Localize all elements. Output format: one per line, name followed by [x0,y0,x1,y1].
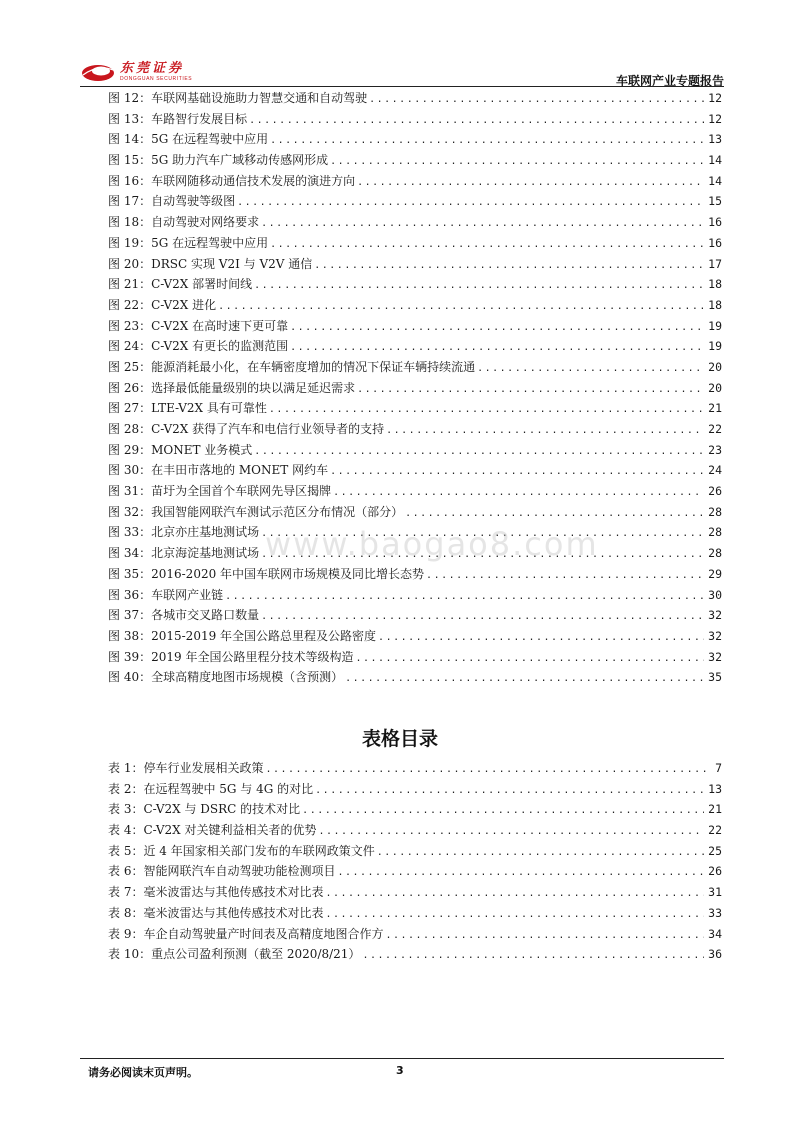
dot-leader [325,905,704,926]
dot-leader [314,256,704,277]
dot-leader [269,400,704,421]
figure-toc-entry[interactable] [108,212,722,233]
figures-toc [108,88,722,688]
figure-toc-entry-label: 图 16：车联网随移动通信技术发展的演进方向 [108,173,356,188]
table-toc-entry[interactable] [108,944,722,965]
figure-toc-entry[interactable] [108,605,722,626]
figure-toc-entry-page: 14 [708,173,722,188]
dot-leader [254,442,704,463]
figure-toc-entry-label: 图 34：北京海淀基地测试场 [108,546,260,561]
dot-leader [318,822,704,843]
dot-leader [254,276,704,297]
table-toc-entry[interactable] [108,758,722,779]
figure-toc-entry-label: 图 12：车联网基础设施助力智慧交通和自动驾驶 [108,91,368,105]
table-toc-entry[interactable] [108,924,722,945]
logo-english-name: DONGGUAN SECURITIES [120,75,193,82]
dot-leader [355,649,704,670]
figure-toc-entry[interactable] [108,129,722,150]
figure-toc-entry-label: 图 29：MONET 业务模式 [108,442,253,457]
figure-toc-entry[interactable] [108,233,722,254]
dot-leader [405,504,704,525]
figure-toc-entry-label: 图 26：选择最低能量级别的块以满足延迟需求 [108,380,356,395]
page-number: 3 [396,1064,404,1077]
dot-leader [261,524,704,545]
figure-toc-entry-page: 32 [708,649,722,664]
figure-toc-entry[interactable] [108,440,722,461]
figure-toc-entry-page: 20 [708,359,722,374]
figure-toc-entry-page: 19 [708,318,722,333]
figure-toc-entry-page: 28 [708,504,722,519]
figure-toc-entry[interactable] [108,398,722,419]
dot-leader [357,380,704,401]
table-toc-entry[interactable] [108,903,722,924]
figure-toc-entry[interactable] [108,109,722,130]
figure-toc-entry-label: 图 21：C-V2X 部署时间线 [108,277,253,292]
dot-leader [325,884,704,905]
dot-leader [261,214,704,235]
dot-leader [333,483,704,504]
dot-leader [330,152,704,173]
table-toc-entry-label: 表 5：近 4 年国家相关部门发布的车联网政策文件 [108,843,375,858]
footer-divider [80,1058,724,1059]
figure-toc-entry-page: 14 [708,153,722,168]
dot-leader [337,863,704,884]
dot-leader [369,90,704,111]
table-toc-entry-page: 33 [708,905,722,920]
figure-toc-entry[interactable] [108,378,722,399]
figure-toc-entry-label: 图 23：C-V2X 在高时速下更可靠 [108,318,289,333]
figure-toc-entry[interactable] [108,481,722,502]
figure-toc-entry-label: 图 36：车联网产业链 [108,587,224,602]
figure-toc-entry-label: 图 28：C-V2X 获得了汽车和电信行业领导者的支持 [108,422,385,436]
figure-toc-entry-label: 图 39：2019 年全国公路里程分技术等级构造 [108,649,354,664]
table-toc-entry[interactable] [108,882,722,903]
table-toc-entry[interactable] [108,820,722,841]
figure-toc-entry-label: 图 17：自动驾驶等级图 [108,194,236,209]
figure-toc-entry-label: 图 40：全球高精度地图市场规模（含预测） [108,670,344,685]
figure-toc-entry-label: 图 25：能源消耗最小化，在车辆密度增加的情况下保证车辆持续流通 [108,359,476,374]
figure-toc-entry-page: 18 [708,297,722,312]
table-toc-entry-label: 表 2：在远程驾驶中 5G 与 4G 的对比 [108,781,314,796]
dot-leader [290,338,704,359]
figure-toc-entry[interactable] [108,88,722,109]
figure-toc-entry[interactable] [108,502,722,523]
figure-toc-entry-page: 12 [708,111,722,126]
figure-toc-entry-page: 32 [708,628,722,643]
figure-toc-entry-page: 20 [708,380,722,395]
figure-toc-entry-label: 图 38：2015-2019 年全国公路总里程及公路密度 [108,628,377,643]
figure-toc-entry-label: 图 37：各城市交叉路口数量 [108,608,260,623]
figure-toc-entry-page: 32 [708,608,722,623]
figure-toc-entry-label: 图 30：在丰田市落地的 MONET 网约车 [108,463,329,478]
figure-toc-entry-page: 19 [708,339,722,354]
figure-toc-entry[interactable] [108,460,722,481]
figure-toc-entry-label: 图 14：5G 在远程驾驶中应用 [108,132,269,147]
figure-toc-entry-page: 18 [708,277,722,292]
table-toc-entry-page: 25 [708,843,722,858]
figure-toc-entry-label: 图 33：北京亦庄基地测试场 [108,525,260,540]
figure-toc-entry-label: 图 18：自动驾驶对网络要求 [108,215,260,230]
table-toc-entry-label: 表 1：停车行业发展相关政策 [108,761,264,775]
table-toc-entry-label: 表 3：C-V2X 与 DSRC 的技术对比 [108,802,301,817]
dot-leader [261,545,704,566]
dot-leader [330,462,704,483]
dot-leader [345,669,704,690]
dot-leader [302,801,704,822]
figure-toc-entry-page: 22 [708,422,722,436]
figure-toc-entry-page: 12 [708,91,722,105]
table-toc-entry[interactable] [108,779,722,800]
dot-leader [225,587,704,608]
dot-leader [237,193,704,214]
dot-leader [377,843,704,864]
dot-leader [270,235,704,256]
figure-toc-entry-page: 24 [708,463,722,478]
figure-toc-entry-page: 16 [708,215,722,230]
dot-leader [426,566,704,587]
table-toc-entry-page: 13 [708,781,722,796]
tables-section-title: 表格目录 [361,728,438,750]
figure-toc-entry-label: 图 13：车路智行发展目标 [108,111,248,126]
figure-toc-entry[interactable] [108,667,722,688]
figure-toc-entry-label: 图 31：苗圩为全国首个车联网先导区揭牌 [108,484,332,499]
table-toc-entry-label: 表 8：毫米波雷达与其他传感技术对比表 [108,905,324,920]
figure-toc-entry-label: 图 32：我国智能网联汽车测试示范区分布情况（部分） [108,504,404,519]
figure-toc-entry[interactable] [108,171,722,192]
figure-toc-entry-label: 图 35：2016-2020 年中国车联网市场规模及同比增长态势 [108,566,425,581]
table-toc-entry-page: 21 [708,802,722,817]
figure-toc-entry[interactable] [108,295,722,316]
figure-toc-entry-page: 28 [708,546,722,561]
disclaimer-note: 请务必阅读末页声明。 [88,1066,198,1079]
figure-toc-entry[interactable] [108,336,722,357]
figure-toc-entry-label: 图 24：C-V2X 有更长的监测范围 [108,339,289,354]
dot-leader [362,946,704,967]
figure-toc-entry-label: 图 15：5G 助力汽车广域移动传感网形成 [108,153,329,168]
figure-toc-entry-page: 29 [708,566,722,581]
company-logo [80,58,192,86]
figure-toc-entry-page: 26 [708,484,722,499]
table-toc-entry-page: 26 [708,864,722,879]
report-title: 车联网产业专题报告 [615,74,724,88]
table-toc-entry[interactable] [108,861,722,882]
watermark: www.baogao8.com [265,525,599,563]
table-toc-entry-page: 34 [708,926,722,941]
figure-toc-entry-page: 15 [708,194,722,209]
figure-toc-entry[interactable] [108,419,722,440]
figure-toc-entry-page: 35 [708,670,722,685]
table-toc-entry-label: 表 9：车企自动驾驶量产时间表及高精度地图合作方 [108,926,384,941]
figure-toc-entry[interactable] [108,626,722,647]
dot-leader [386,421,704,442]
figure-toc-entry-page: 17 [708,256,722,271]
table-toc-entry[interactable] [108,841,722,862]
figure-toc-entry[interactable] [108,522,722,543]
header-divider [80,86,724,87]
figure-toc-entry-page: 21 [708,401,722,416]
table-toc-entry-label: 表 4：C-V2X 对关键利益相关者的优势 [108,823,317,838]
figure-toc-entry[interactable] [108,254,722,275]
dot-leader [218,297,704,318]
table-toc-entry-label: 表 10：重点公司盈利预测（截至 2020/8/21） [108,947,361,962]
dot-leader [270,131,704,152]
dot-leader [290,318,704,339]
figure-toc-entry-page: 23 [708,442,722,457]
figure-toc-entry[interactable] [108,191,722,212]
logo-chinese-name: 东莞证券 [120,60,185,76]
figure-toc-entry[interactable] [108,647,722,668]
figure-toc-entry-label: 图 19：5G 在远程驾驶中应用 [108,235,269,250]
table-toc-entry-page: 22 [708,823,722,838]
dot-leader [477,359,704,380]
tables-toc [108,758,722,965]
figure-toc-entry[interactable] [108,585,722,606]
table-toc-entry-label: 表 6：智能网联汽车自动驾驶功能检测项目 [108,864,336,879]
table-toc-entry-page: 36 [708,947,722,962]
table-toc-entry-page: 31 [708,885,722,900]
table-toc-entry-label: 表 7：毫米波雷达与其他传感技术对比表 [108,885,324,900]
figure-toc-entry-label: 图 27：LTE-V2X 具有可靠性 [108,401,267,416]
figure-toc-entry-label: 图 22：C-V2X 进化 [108,297,217,312]
table-toc-entry[interactable] [108,799,722,820]
figure-toc-entry[interactable] [108,316,722,337]
figure-toc-entry[interactable] [108,357,722,378]
dot-leader [265,760,708,781]
dot-leader [357,173,704,194]
figure-toc-entry-page: 30 [708,587,722,602]
figure-toc-entry-page: 16 [708,235,722,250]
figure-toc-entry-page: 28 [708,525,722,540]
figure-toc-entry-page: 13 [708,132,722,147]
table-toc-entry-page: 7 [715,761,722,775]
logo-emblem-icon [80,60,116,84]
dot-leader [249,111,704,132]
dot-leader [261,607,704,628]
figure-toc-entry[interactable] [108,543,722,564]
dot-leader [385,926,704,947]
figure-toc-entry[interactable] [108,564,722,585]
dot-leader [315,781,704,802]
figure-toc-entry[interactable] [108,274,722,295]
figure-toc-entry[interactable] [108,150,722,171]
dot-leader [378,628,704,649]
figure-toc-entry-label: 图 20：DRSC 实现 V2I 与 V2V 通信 [108,256,313,271]
